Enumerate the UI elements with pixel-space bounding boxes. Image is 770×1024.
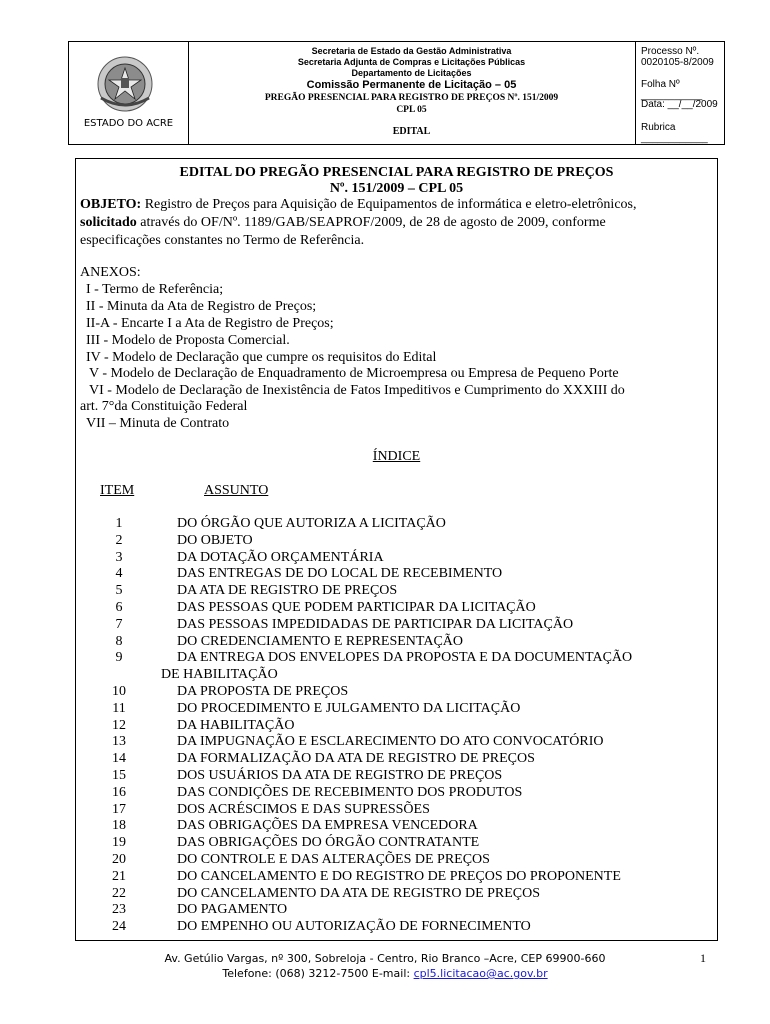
edital-title: EDITAL DO PREGÃO PRESENCIAL PARA REGISTRO DE PREÇOS [179, 165, 614, 180]
secretaria-adjunta-line: Secretaria Adjunta de Compras e Licitações Públicas [297, 57, 526, 67]
indice-item-subject: DE HABILITAÇÃO [161, 667, 278, 683]
anexo-item: II-A - Encarte I a Ata de Registro de Preços; [86, 316, 334, 331]
indice-item-subject: DA ENTREGA DOS ENVELOPES DA PROPOSTA E DA DOCUMENTAÇÃO [177, 650, 633, 666]
header-logo-cell [69, 42, 189, 144]
objeto-line-3: especificações constantes no Termo de Referência. [80, 233, 365, 248]
folha-field: Folha Nº ___________ [641, 79, 703, 101]
indice-item-subject: DA FORMALIZAÇÃO DA ATA DE REGISTRO DE PREÇOS [177, 751, 535, 767]
indice-item-number: 5 [115, 583, 123, 599]
indice-item-number: 14 [112, 751, 126, 767]
indice-item-subject: DA HABILITAÇÃO [177, 717, 295, 733]
rubrica-field: Rubrica ____________ [641, 122, 708, 144]
indice-item-number: 7 [115, 616, 123, 632]
indice-item-number: 10 [112, 684, 126, 699]
page-number: 1 [700, 951, 706, 965]
objeto-label: OBJETO: [80, 197, 142, 212]
indice-item-number: 24 [112, 919, 126, 935]
indice-item-number: 23 [112, 902, 126, 918]
departamento-line: Departamento de Licitações [351, 68, 472, 78]
indice-item-subject: DO PAGAMENTO [177, 902, 288, 918]
footer-phone: Telefone: (068) 3212-7500 E-mail: [222, 967, 414, 980]
secretaria-line: Secretaria de Estado da Gestão Administrativa [311, 46, 512, 56]
indice-item-number: 9 [115, 650, 123, 666]
indice-item-number: 3 [115, 549, 123, 565]
indice-item-number: 17 [112, 801, 126, 817]
footer-contact [0, 966, 770, 981]
indice-item-number: 21 [112, 868, 126, 884]
objeto-text-2: através do OF/Nº. 1189/GAB/SEAPROF/2009, de 28 de agosto de 2009, conforme [136, 215, 606, 230]
indice-item-subject: DO OBJETO [177, 532, 253, 548]
cpl-line: CPL 05 [396, 105, 427, 115]
indice-item-number: 2 [115, 532, 123, 548]
coat-of-arms-icon [95, 54, 155, 114]
indice-item-number: 18 [112, 818, 126, 834]
footer-address: Av. Getúlio Vargas, nº 300, Sobreloja - Centro, Rio Branco –Acre, CEP 69900-660 [164, 952, 606, 965]
indice-col-item: ITEM [100, 483, 135, 498]
indice-item-subject: DA PROPOSTA DE PREÇOS [177, 684, 349, 699]
indice-item-number: 15 [112, 768, 126, 783]
indice-item-subject: DAS OBRIGAÇÕES DA EMPRESA VENCEDORA [177, 818, 478, 834]
indice-item-number: 20 [112, 852, 126, 867]
indice-item-subject: DO CANCELAMENTO E DO REGISTRO DE PREÇOS DO PROPONENTE [177, 868, 621, 884]
indice-item-number: 8 [115, 633, 123, 649]
indice-item-subject: DO CREDENCIAMENTO E REPRESENTAÇÃO [177, 633, 464, 649]
anexo-item: IV - Modelo de Declaração que cumpre os requisitos do Edital [86, 350, 437, 365]
anexos-label: ANEXOS: [80, 265, 141, 280]
indice-item-subject: DA ATA DE REGISTRO DE PREÇOS [177, 583, 398, 599]
anexo-item: II - Minuta da Ata de Registro de Preços; [86, 299, 317, 314]
indice-item-subject: DAS PESSOAS IMPEDIDADAS DE PARTICIPAR DA LICITAÇÃO [177, 616, 574, 632]
indice-item-number: 12 [112, 717, 126, 733]
edital-number: Nº. 151/2009 – CPL 05 [329, 181, 464, 196]
indice-item-subject: DAS ENTREGAS DE DO LOCAL DE RECEBIMENTO [177, 566, 503, 582]
indice-item-subject: DOS USUÁRIOS DA ATA DE REGISTRO DE PREÇOS [177, 768, 503, 783]
anexo-item: VII – Minuta de Contrato [86, 416, 230, 431]
indice-item-number: 4 [115, 566, 123, 582]
objeto-text-1: Registro de Preços para Aquisição de Equipamentos de informática e eletro-eletrônicos, [141, 197, 637, 212]
indice-item-subject: DOS ACRÉSCIMOS E DAS SUPRESSÕES [177, 801, 430, 817]
indice-item-number: 11 [112, 700, 126, 716]
indice-item-subject: DO CONTROLE E DAS ALTERAÇÕES DE PREÇOS [177, 852, 490, 867]
indice-item-subject: DO CANCELAMENTO DA ATA DE REGISTRO DE PREÇOS [177, 885, 541, 901]
processo-number: Processo Nº. 0020105-8/2009 [641, 46, 714, 68]
state-name: ESTADO DO ACRE [83, 118, 174, 129]
edital-label: EDITAL [392, 126, 431, 137]
objeto-solicitado: solicitado [80, 215, 137, 230]
indice-item-subject: DO EMPENHO OU AUTORIZAÇÃO DE FORNECIMENTO [177, 919, 531, 935]
indice-item-number: 22 [112, 885, 126, 901]
indice-item-number: 19 [112, 835, 126, 851]
indice-item-subject: DO ÓRGÃO QUE AUTORIZA A LICITAÇÃO [177, 516, 446, 531]
footer-email-link[interactable]: cpl5.licitacao@ac.gov.br [413, 967, 548, 980]
anexo-item: V - Modelo de Declaração de Enquadramento de Microempresa ou Empresa de Pequeno Porte [89, 366, 619, 381]
anexo-item: VI - Modelo de Declaração de Inexistência de Fatos Impeditivos e Cumprimento do XXXIII do [89, 383, 625, 398]
indice-item-subject: DAS CONDIÇÕES DE RECEBIMENTO DOS PRODUTOS [177, 784, 523, 800]
indice-item-subject: DAS OBRIGAÇÕES DO ÓRGÃO CONTRATANTE [177, 835, 480, 851]
indice-item-subject: DAS PESSOAS QUE PODEM PARTICIPAR DA LICITAÇÃO [177, 600, 536, 615]
objeto-line-1 [80, 197, 636, 213]
indice-item-number: 1 [115, 516, 123, 531]
document-header [68, 41, 725, 145]
indice-item-subject: DA DOTAÇÃO ORÇAMENTÁRIA [177, 549, 384, 565]
comissao-line: Comissão Permanente de Licitação – 05 [306, 79, 517, 91]
objeto-line-2 [80, 215, 606, 231]
pregao-line: PREGÃO PRESENCIAL PARA REGISTRO DE PREÇOS Nº. 151/2009 [264, 93, 559, 103]
anexo-item: III - Modelo de Proposta Comercial. [86, 333, 290, 348]
data-field: Data: __/__/2009 [641, 99, 718, 110]
indice-title: ÍNDICE [372, 449, 421, 464]
indice-item-number: 13 [112, 734, 126, 750]
indice-item-subject: DA IMPUGNAÇÃO E ESCLARECIMENTO DO ATO CONVOCATÓRIO [177, 734, 604, 750]
indice-item-subject: DO PROCEDIMENTO E JULGAMENTO DA LICITAÇÃO [177, 700, 521, 716]
anexo-item: art. 7°da Constituição Federal [80, 399, 248, 414]
indice-item-number: 6 [115, 600, 123, 615]
anexo-item: I - Termo de Referência; [86, 282, 224, 297]
indice-col-assunto: ASSUNTO [204, 483, 269, 498]
header-title-cell [188, 42, 636, 144]
indice-item-number: 16 [112, 784, 126, 800]
header-process-cell [635, 42, 724, 144]
